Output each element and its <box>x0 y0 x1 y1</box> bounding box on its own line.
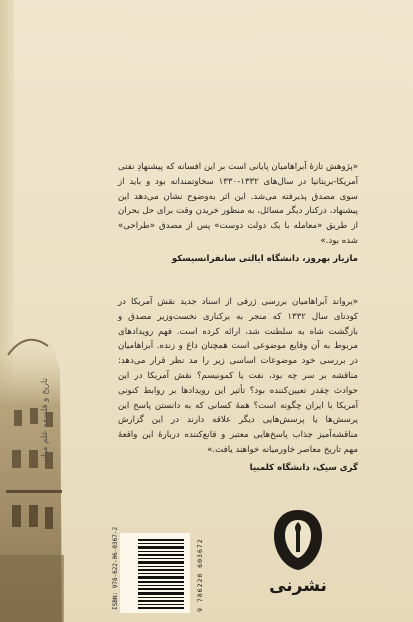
isbn-label: ISBN: 978-622-06-0367-2 <box>112 526 119 610</box>
quote-2-text: «یرواند آبراهامیان بررسی ژرفی از اسناد جدید نقش آمریکا در کودتای سال ۱۳۳۲ که منجر به برکناری نخست‌وزیر مصدق و بازگشت شاه به سلطنت شد، ارائه کرده است. فهم رویدادهای مربوط به آن وقایع موضوعی است همچنان داغ و زنده. آبراهامیان در بررسی خود موضوعات اساسی زیر را مد نظر قرار می‌دهد: مناقشه بر سر چه بود، نفت یا کمونیسم؟ نقش آمریکا در این حوادث چقدر تعیین‌کننده بود؟ تأثیر این رویدادها بر روابط کنونی آمریکا با ایران چگونه است؟ همهٔ کسانی که به دانستن پاسخ این پرسش‌ها یا پرسش‌هایی دیگر علاقه دارند در این گزارش مناقشه‌آمیز جذاب پاسخ‌هایی معتبر و قانع‌کننده دربارهٔ این واقعهٔ مهم تاریخ معاصر خاورمیانه خواهند یافت.» <box>118 297 359 455</box>
quote-1-attribution: مازیار بهروز، دانشگاه ایالتی سانفرانسیسکو <box>171 253 358 264</box>
isbn-digits: 9 786220 603672 <box>196 538 204 612</box>
publisher-name: نشرنی <box>269 576 327 596</box>
quote-block-2 <box>118 295 358 476</box>
publisher-logo-icon <box>272 508 324 572</box>
quote-block-1 <box>118 160 358 267</box>
isbn-barcode <box>120 533 190 613</box>
quote-1-text: «پژوهش تازهٔ آبراهامیان پایانی است بر این افسانه که پیشنهادِ نفتی آمریکا-بریتانیا در سال‌های ۱۳۳۲-۱۳۳۰ سخاوتمندانه بود و باید از سوی مصدق پذیرفته می‌شد. این اثر به‌وضوح نشان می‌دهد این پیشنهاد، درکنار دیگر مسائل، به منظور خریدن وقت برای حل بحران از طریق «معامله با یک دولت دوست» پس از مصدق «طراحی» شده بود.» <box>118 162 358 246</box>
spine-series-text: تاریخ و فلسفه علم میان <box>40 378 50 463</box>
quote-2-attribution: گری سیک، دانشگاه کلمبیا <box>249 462 358 473</box>
